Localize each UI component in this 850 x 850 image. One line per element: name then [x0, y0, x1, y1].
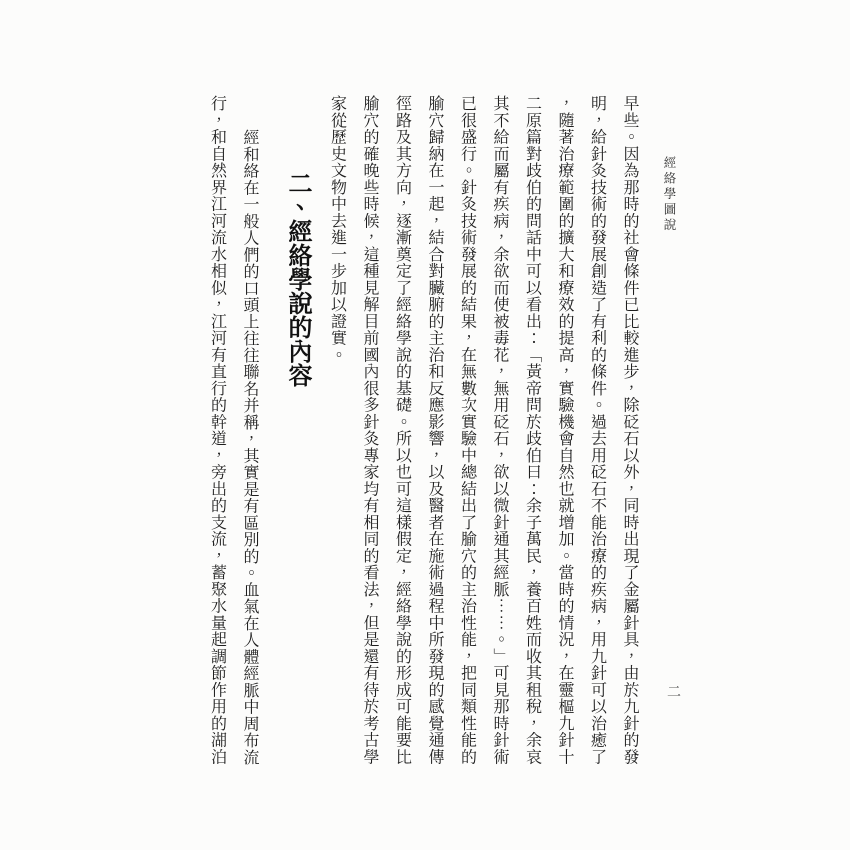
- text-column: 行，和自然界江河流水相似，江河有直行的幹道，旁出的支流，蓄聚水量起調節作用的湖泊: [208, 95, 226, 765]
- text-column: ，隨著治療範圍的擴大和療效的提高，實驗機會自然也就增加。當時的情況，在靈樞九針十: [556, 95, 573, 765]
- text-column: 早些。因為那時的社會條件已比較進步，除砭石以外，同時出現了金屬針具，由於九針的發: [621, 95, 638, 765]
- text-column: 二原篇對歧伯的問話中可以看出：「黃帝問於歧伯曰：余子萬民，養百姓而收其租稅，余哀: [523, 95, 541, 765]
- text-column: 經和絡在一般人們的口頭上往往聯名并稱，其實是有區別的。血氣在人體經脈中周布流: [241, 128, 258, 765]
- text-column: 明，給針灸技術的發展創造了有利的條件。過去用砭石不能治療的疾病，用九針可以治癒了: [588, 95, 606, 765]
- text-column: 腧穴歸納在一起，結合對臟腑的主治和反應影響，以及醫者在施術過程中所發現的感覺通傳: [426, 95, 443, 765]
- text-column: 徑路及其方向，逐漸奠定了經絡學說的基礎。所以也可這樣假定，經絡學說的形成可能要比: [393, 95, 411, 765]
- text-column: 腧穴的確晚些時候，這種見解目前國內很多針灸專家均有相同的看法，但是還有待於考古學: [361, 95, 378, 765]
- page-number: 二: [665, 684, 680, 698]
- section-heading: 二、經絡學說的內容: [284, 171, 310, 387]
- text-column: 家從歷史文物中去進一步加以證實。: [328, 95, 346, 363]
- text-column: 已很盛行。針灸技術發展的結果，在無數次實驗中總結出了腧穴的主治性能，把同類性能的: [458, 95, 476, 765]
- body-text: [200, 95, 645, 767]
- text-column: 其不給而屬有疾病，余欲而使被毒花，無用砭石，欲以微針通其經脈⋯⋯。」可見那時針術: [491, 95, 508, 765]
- running-title: 經絡學圖說: [662, 156, 676, 234]
